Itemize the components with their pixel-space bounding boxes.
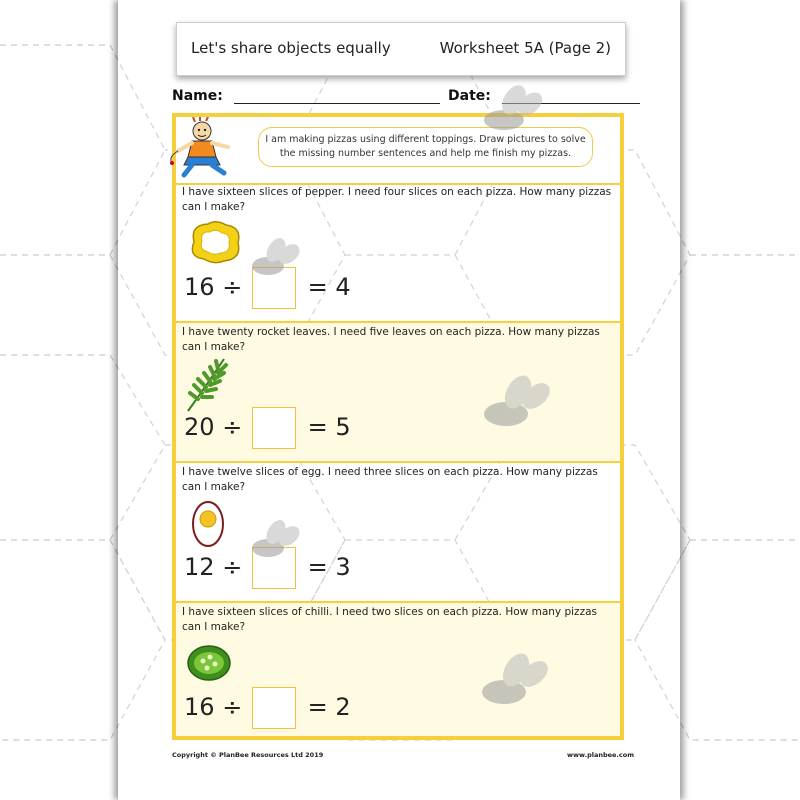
- worksheet-title: Let's share objects equally: [191, 39, 391, 57]
- name-field[interactable]: [172, 88, 440, 104]
- bee-watermark-icon: [476, 82, 546, 142]
- pepper-icon: [186, 219, 246, 265]
- chilli-icon: [186, 643, 232, 683]
- bee-watermark-icon: [474, 648, 554, 718]
- name-line[interactable]: [234, 89, 440, 104]
- worksheet-header: [176, 22, 626, 76]
- bee-watermark-icon: [244, 518, 304, 568]
- dividend: 20: [184, 413, 215, 441]
- worksheet-page: [118, 0, 680, 800]
- worksheet-number: Worksheet 5A (Page 2): [439, 39, 611, 57]
- answer-box[interactable]: [252, 407, 296, 449]
- divide-sign: ÷: [222, 413, 243, 441]
- division-sentence: [184, 407, 351, 449]
- dividend: 16: [184, 273, 215, 301]
- bee-watermark-icon: [244, 236, 304, 286]
- question-text: I have sixteen slices of chilli. I need two slices on each pizza. How many pizzas can I make?: [182, 606, 597, 633]
- divide-sign: ÷: [222, 553, 243, 581]
- result: 5: [335, 413, 351, 441]
- result: 2: [335, 693, 351, 721]
- equals-sign: =: [307, 273, 328, 301]
- egg-icon: [190, 499, 226, 549]
- question-row: [176, 183, 620, 323]
- website-link[interactable]: www.planbee.com: [567, 751, 634, 759]
- character-icon: [162, 117, 254, 181]
- dividend: 12: [184, 553, 215, 581]
- rocket-leaf-icon: [184, 355, 232, 413]
- bee-watermark-icon: [476, 370, 556, 440]
- divide-sign: ÷: [222, 693, 243, 721]
- dividend: 16: [184, 693, 215, 721]
- division-sentence: [184, 687, 351, 729]
- equals-sign: =: [307, 413, 328, 441]
- question-frame: [172, 113, 624, 740]
- result: 3: [335, 553, 351, 581]
- question-text: I have twenty rocket leaves. I need five leaves on each pizza. How many pizzas can I make?: [182, 326, 600, 353]
- equals-sign: =: [307, 693, 328, 721]
- date-label: Date:: [448, 88, 491, 104]
- copyright-text: Copyright © PlanBee Resources Ltd 2019: [172, 751, 324, 759]
- speech-text: I am making pizzas using different toppings. Draw pictures to solve the missing number sentences and help me finish my pizzas.: [265, 134, 586, 159]
- question-text: I have twelve slices of egg. I need three slices on each pizza. How many pizzas can I make?: [182, 466, 598, 493]
- result: 4: [335, 273, 351, 301]
- question-row: [176, 463, 620, 603]
- equals-sign: =: [307, 553, 328, 581]
- intro-section: [176, 117, 620, 185]
- question-text: I have sixteen slices of pepper. I need four slices on each pizza. How many pizzas can I make?: [182, 186, 612, 213]
- answer-box[interactable]: [252, 687, 296, 729]
- divide-sign: ÷: [222, 273, 243, 301]
- name-label: Name:: [172, 88, 223, 104]
